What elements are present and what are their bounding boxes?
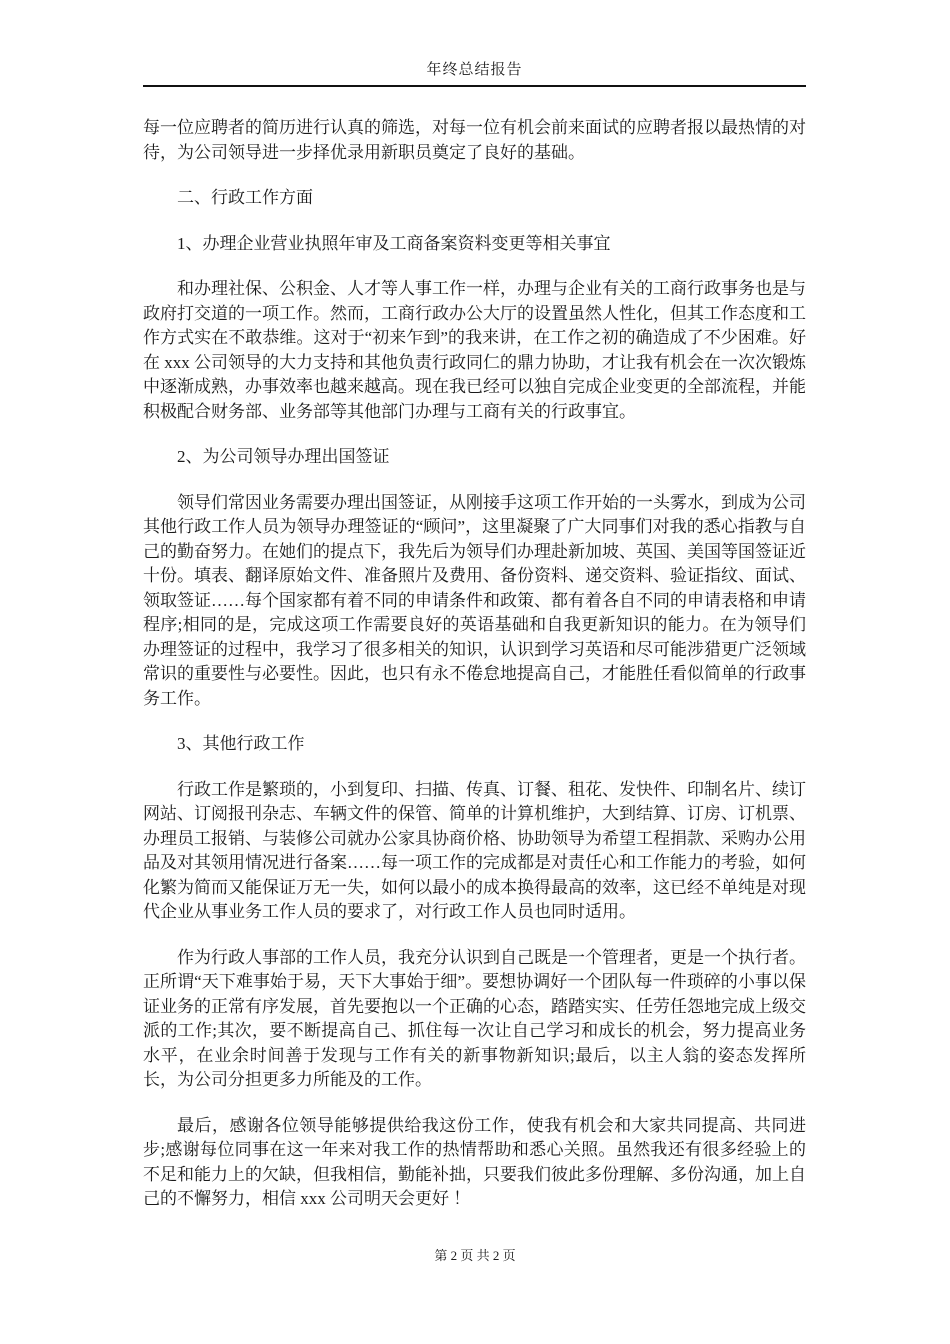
paragraph-continuation: 每一位应聘者的简历进行认真的筛选，对每一位有机会前来面试的应聘者报以最热情的对待，为公司领导进一步择优录用新职员奠定了良好的基础。 xyxy=(143,118,806,162)
page-footer xyxy=(0,1247,950,1264)
section-heading-admin-work: 二、行政工作方面 xyxy=(177,188,313,207)
item-heading-visa: 2、为公司领导办理出国签证 xyxy=(177,447,390,466)
header-title: 年终总结报告 xyxy=(426,62,523,78)
paragraph-closing-thanks: 最后，感谢各位领导能够提供给我这份工作，使我有机会和大家共同提高、共同进步;感谢每位同事在这一年来对我工作的热情帮助和悉心关照。虽然我还有很多经验上的不足和能力上的欠缺，但我相信，勤能补拙，只要我们彼此多份理解、多份沟通，加上自己的不懈努力，相信 xxx 公司明天会更好 ！ xyxy=(143,1115,806,1208)
page-number: 第 2 页 共 2 页 xyxy=(434,1248,516,1263)
paragraph-self-reflection: 作为行政人事部的工作人员，我充分认识到自己既是一个管理者，更是一个执行者。正所谓“天下难事始于易，天下大事始于细”。要想协调好一个团队每一件琐碎的小事以保证业务的正常有序发展，首先要抱以一个正确的心态，踏踏实实、任劳任怨地完成上级交派的工作;其次，要不断提高自己、抓住每一次让自己学习和成长的机会，努力提高业务水平，在业余时间善于发现与工作有关的新事物新知识;最后，以主人翁的姿态发挥所长，为公司分担更多力所能及的工作。 xyxy=(143,947,806,1089)
item-heading-business-license: 1、办理企业营业执照年审及工商备案资料变更等相关事宜 xyxy=(177,233,611,253)
page-header xyxy=(143,61,806,87)
document-body xyxy=(143,116,806,1233)
paragraph-other-admin: 行政工作是繁琐的，小到复印、扫描、传真、订餐、租花、发快件、印制名片、续订网站、订阅报刊杂志、车辆文件的保管、简单的计算机维护，大到结算、订房、订机票、办理员工报销、与装修公司就办公家具协商价格、协助领导为希望工程捐款、采购办公用品及对其领用情况进行备案……每一项工作的完成都是对责任心和工作能力的考验，如何化繁为简而又能保证万无一失，如何以最小的成本换得最高的效率，这已经不单纯是对现代企业从事业务工作人员的要求了，对行政工作人员也同时适用。 xyxy=(143,779,806,921)
paragraph-business-license: 和办理社保、公积金、人才等人事工作一样，办理与企业有关的工商行政事务也是与政府打交道的一项工作。然而，工商行政办公大厅的设置虽然人性化，但其工作态度和工作方式实在不敢恭维。这对于“初来乍到”的我来讲，在工作之初的确造成了不少困难。好在 xxx 公司领导的大力支持和其他负责行政同仁的鼎力协助，才让我有机会在一次次锻炼中逐渐成熟，办事效率也越来越高。现在我已经可以独自完成企业变更的全部流程，并能积极配合财务部、业务部等其他部门办理与工商有关的行政事宜。 xyxy=(143,279,806,421)
item-heading-other-admin: 3、其他行政工作 xyxy=(177,734,305,753)
paragraph-visa: 领导们常因业务需要办理出国签证，从刚接手这项工作开始的一头雾水，到成为公司其他行政工作人员为领导办理签证的“顾问”，这里凝聚了广大同事们对我的悉心指教与自己的勤奋努力。在她们的提点下，我先后为领导们办理赴新加坡、英国、美国等国签证近十份。填表、翻译原始文件、准备照片及费用、备份资料、递交资料、验证指纹、面试、领取签证……每个国家都有着不同的申请条件和政策、都有着各自不同的申请表格和申请程序;相同的是，完成这项工作需要良好的英语基础和自我更新知识的能力。在为领导们办理签证的过程中，我学习了很多相关的知识，认识到学习英语和尽可能涉猎更广泛领域常识的重要性与必要性。因此，也只有永不倦怠地提高自己，才能胜任看似简单的行政事务工作。 xyxy=(143,492,806,708)
